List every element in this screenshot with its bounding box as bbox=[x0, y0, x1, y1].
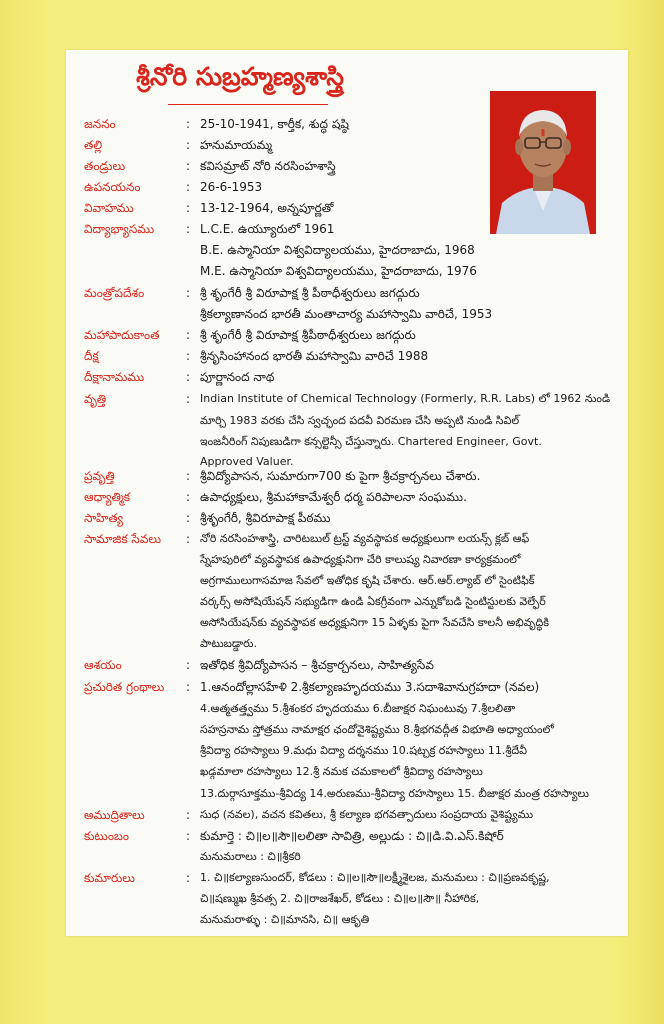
field-colon: : bbox=[186, 349, 191, 363]
field-colon: : bbox=[186, 680, 191, 694]
field-label: సాహిత్య bbox=[84, 511, 124, 525]
page-title: శ్రీనోరి సుబ్రహ్మణ్యశాస్త్రి bbox=[136, 62, 344, 91]
field-colon: : bbox=[186, 286, 191, 300]
field-value-continuation: శ్రీకల్యాణానంద భారతీ మంతాచార్య మహాస్వామి వారిచే, 1953 bbox=[200, 307, 493, 321]
field-value: కుమార్తె : చి॥ల॥సౌ॥లలితా సావిత్రి, అల్లుడు : చి॥డి.వి.ఎస్.కిషోర్ bbox=[200, 829, 504, 843]
field-value-continuation: మనుమరాలు : చి॥శ్రీకరి bbox=[200, 850, 301, 863]
field-value-continuation: వర్కర్స్ అసోషియేషన్ సభ్యుడిగా ఉండి ఏకగ్రీవంగా ఎన్నుకోబడి సైంటిస్టులకు వెల్ఫేర్ bbox=[200, 595, 546, 608]
field-colon: : bbox=[186, 138, 191, 152]
field-colon: : bbox=[186, 159, 191, 173]
field-colon: : bbox=[186, 808, 191, 822]
field-colon: : bbox=[186, 392, 191, 406]
field-colon: : bbox=[186, 180, 191, 194]
field-value: శ్రీవిద్యోపాసన, సుమారుగా700 కు పైగా శ్రీచక్రార్చనలు చేశారు. bbox=[200, 469, 481, 483]
field-label: మహాపాదుకాంత bbox=[84, 328, 160, 342]
field-value: 26-6-1953 bbox=[200, 180, 263, 194]
field-value: 1.ఆనందోల్లాసహేళి 2.శ్రీకల్యాణహృదయము 3.సదాశివానుగ్రహదా (నవల) bbox=[200, 680, 540, 694]
field-label: దీక్షానామము bbox=[84, 370, 145, 384]
field-value: నోరి నరసింహశాస్త్రి, చారిటబుల్ ట్రస్ట్ వ్యవస్థాపక అధ్యక్షులుగా లయన్స్ క్లబ్ ఆఫ్ bbox=[200, 532, 530, 545]
field-value-continuation: B.E. ఉస్మానియా విశ్వవిద్యాలయము, హైదరాబాదు, 1968 bbox=[200, 243, 475, 257]
field-colon: : bbox=[186, 532, 191, 546]
field-colon: : bbox=[186, 658, 191, 672]
field-label: వివాహము bbox=[84, 201, 134, 215]
field-colon: : bbox=[186, 490, 191, 504]
field-value: ఇతోధిక శ్రీవిద్యోపాసన – శ్రీచక్రార్చనలు, సాహిత్యసేవ bbox=[200, 658, 434, 672]
field-value: 25-10-1941, కార్తీక, శుద్ధ షష్ఠి bbox=[200, 117, 349, 131]
field-label: సామాజిక సేవలు bbox=[84, 532, 162, 546]
field-value: శ్రీశృంగేరీ, శ్రీవిరూపాక్ష పీఠము bbox=[200, 511, 331, 525]
field-value: కవిసమ్రాట్ నోరి నరసింహశాస్త్రి bbox=[200, 159, 336, 173]
field-value-continuation: Approved Valuer. bbox=[200, 455, 294, 468]
field-value-continuation: పాటుబడ్డారు. bbox=[200, 637, 257, 650]
field-value-continuation: శ్రీవిద్యా రహస్యాలు 9.మధు విద్యా దర్శనము 10.షట్చక్ర రహస్యాలు 11.శ్రీదేవీ bbox=[200, 744, 527, 757]
field-value: హనుమాయమ్మ bbox=[200, 138, 273, 152]
field-label: ఆధ్యాత్మిక bbox=[84, 490, 131, 504]
field-label: కుమారులు bbox=[84, 871, 135, 885]
field-label: మంత్రోపదేశం bbox=[84, 286, 145, 300]
field-label: ఆశయం bbox=[84, 658, 122, 672]
field-value-continuation: చి॥షణ్ముఖ శ్రీవత్స 2. చి॥రాజశేఖర్, కోడలు : చి॥ల॥సౌ॥ నీహారిక, bbox=[200, 892, 480, 905]
field-value-continuation: మార్చి 1983 వరకు చేసి స్వచ్ఛంద పదవీ విరమణ చేసి అప్పటి నుండి సివిల్ bbox=[200, 414, 520, 427]
field-value-continuation: ఖడ్గమాలా రహస్యాలు 12.శ్రీ నమక చమకాలలో శ్రీవిద్యా రహస్యాలు bbox=[200, 765, 483, 778]
field-value: Indian Institute of Chemical Technology (Formerly, R.R. Labs) లో 1962 నుండి bbox=[200, 392, 611, 405]
field-label: కుటుంబం bbox=[84, 829, 130, 843]
field-value-continuation: మనుమరాళ్ళు : చి॥మానసి, చి॥ ఆకృతి bbox=[200, 913, 370, 926]
field-value-continuation: అగ్రగాములుగాసమాజ సేవలో ఇతోధిక కృషి చేశారు. ఆర్.ఆర్.ల్యాబ్ లో సైంటిఫిక్ bbox=[200, 574, 535, 587]
field-value-continuation: 13.దుర్గాసూక్తము-శ్రీవిద్య 14.అరుణము-శ్రీవిద్యా రహస్యాలు 15. బీజాక్షర మంత్ర రహస్యాలు bbox=[200, 787, 589, 800]
field-value-continuation: ఇంజనీరింగ్ నిపుణుడిగా కన్సల్టెన్సీ చేస్తున్నారు. Chartered Engineer, Govt. bbox=[200, 435, 542, 448]
field-colon: : bbox=[186, 328, 191, 342]
field-colon: : bbox=[186, 871, 191, 885]
field-label: ఉపనయనం bbox=[84, 180, 141, 194]
field-colon: : bbox=[186, 370, 191, 384]
field-label: ప్రవృత్తి bbox=[84, 469, 115, 483]
field-value-continuation: స్నేహపురిలో వ్యవస్థాపక ఉపాధ్యక్షునిగా చేరి కాలుష్య నివారణా కార్యక్రమంలో bbox=[200, 553, 521, 566]
field-colon: : bbox=[186, 117, 191, 131]
field-value-continuation: అసోసియేషన్‌కు వ్యవస్థాపక అధ్యక్షునిగా 15 ఏళ్ళకు పైగా సేవచేసి కాలనీ అభివృద్ధికి bbox=[200, 616, 549, 629]
field-colon: : bbox=[186, 222, 191, 236]
field-label: విద్యాభ్యాసము bbox=[84, 222, 155, 236]
field-label: తల్లి bbox=[84, 138, 103, 152]
field-value: 1. చి॥కల్యాణసుందర్, కోడలు : చి॥ల॥సౌ॥లక్ష్మీశైలజ, మనుమలు : చి॥ప్రణవకృష్ణ, bbox=[200, 871, 550, 884]
field-value-continuation: సహస్రనామ స్తోత్రము నామాక్షర ఛందోవైశిష్ట్యము 8.శ్రీభగవద్గీత విభూతి అధ్యాయంలో bbox=[200, 723, 554, 736]
field-label: అముద్రితాలు bbox=[84, 808, 145, 822]
field-value: శ్రీ శృంగేరీ శ్రీ విరూపాక్ష శ్రీపీఠాధీశ్వరులు జగద్గురు bbox=[200, 328, 416, 342]
field-label: వృత్తి bbox=[84, 392, 107, 406]
field-colon: : bbox=[186, 201, 191, 215]
field-colon: : bbox=[186, 829, 191, 843]
field-colon: : bbox=[186, 469, 191, 483]
field-value: L.C.E. ఉయ్యూరులో 1961 bbox=[200, 222, 335, 236]
field-value: సుధ (నవల), వచన కవితలు, శ్రీ కల్యాణ భగవత్పాదులు సంప్రదాయ వైశిష్ట్యము bbox=[200, 808, 534, 821]
field-value: 13-12-1964, అన్నపూర్ణతో bbox=[200, 201, 334, 215]
field-value: శ్రీ శృంగేరీ శ్రీ విరూపాక్ష శ్రీ పీఠాధీశ్వరులు జగద్గురు bbox=[200, 286, 420, 300]
field-label: జననం bbox=[84, 117, 116, 131]
field-label: ప్రచురిత గ్రంథాలు bbox=[84, 680, 165, 694]
field-label: తండ్రులు bbox=[84, 159, 126, 173]
field-value: పూర్ణానంద నాథ bbox=[200, 370, 275, 384]
field-value-continuation: 4.ఆత్మతత్త్వము 5.శ్రీశంకర హృదయము 6.బీజాక్షర నిఘంటువు 7.శ్రీలలితా bbox=[200, 702, 516, 715]
field-value-continuation: M.E. ఉస్మానియా విశ్వవిద్యాలయము, హైదరాబాదు, 1976 bbox=[200, 264, 477, 278]
field-value: ఉపాధ్యక్షులు, శ్రీమహాకామేశ్వరీ ధర్మ పరిపాలనా సంఘము. bbox=[200, 490, 467, 504]
field-colon: : bbox=[186, 511, 191, 525]
field-value: శ్రీనృసింహానంద భారతీ మహాస్వామి వారిచే 1988 bbox=[200, 349, 429, 363]
field-label: దీక్ష bbox=[84, 349, 99, 363]
